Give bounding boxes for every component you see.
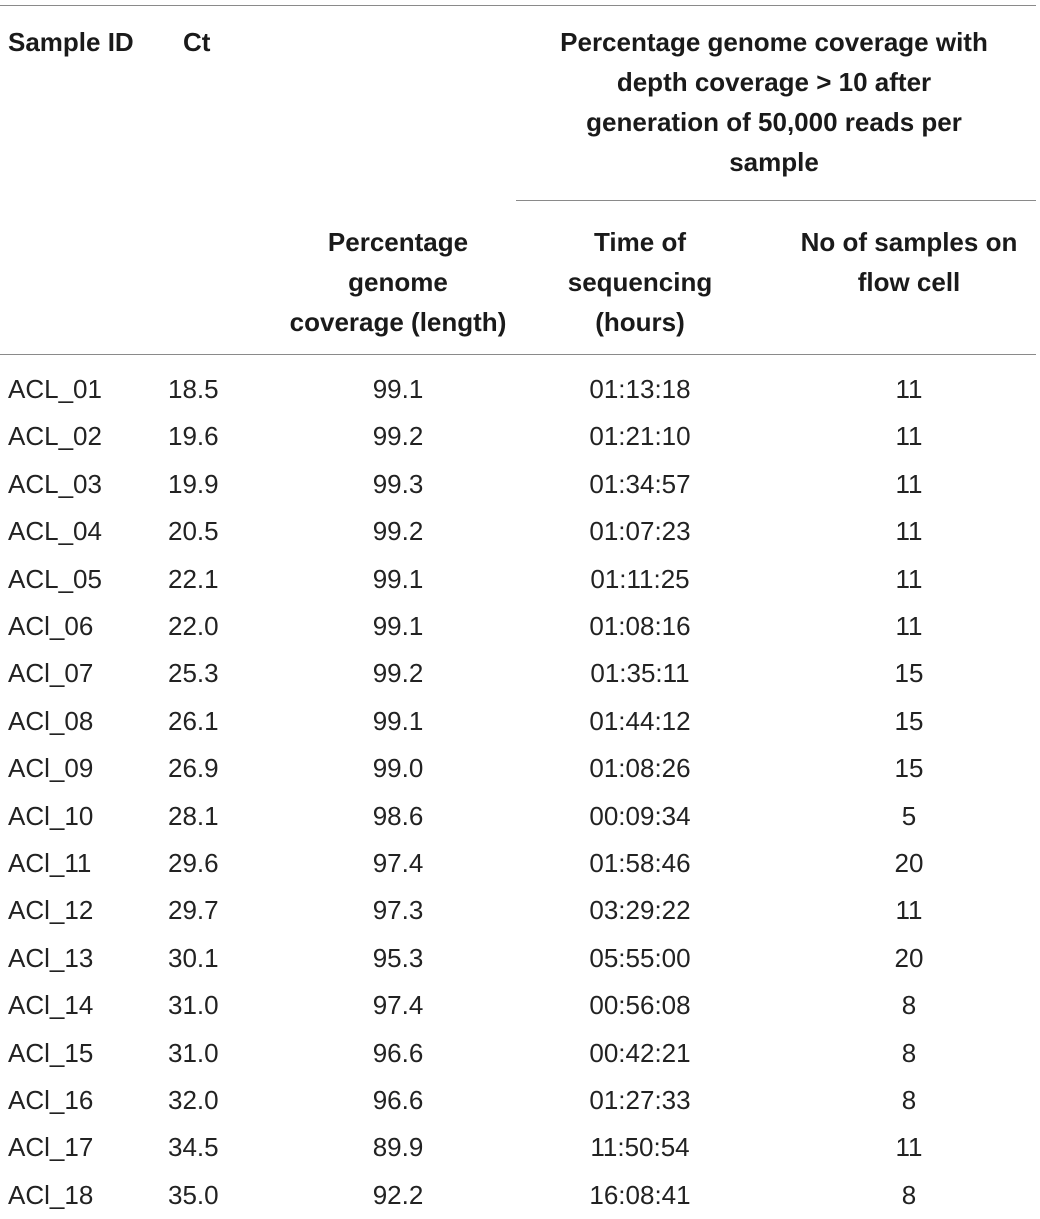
table-row [0,793,1040,840]
header-samples-line: No of samples on [800,227,1018,257]
cell-samples: 8 [901,1179,917,1210]
header-sample-id: Sample ID [8,27,134,57]
cell-ct: 19.9 [168,468,219,499]
table-row [0,508,1040,555]
cell-ct: 32.0 [168,1085,219,1115]
header-group-line: generation of 50,000 reads per [586,107,962,137]
cell-samples: 11 [895,563,923,594]
header-coverage-line: Percentage [327,227,469,257]
cell-ct: 19.6 [168,421,219,452]
cell-ct: 29.6 [168,848,219,878]
header-samples-line: flow cell [857,267,961,297]
cell-sample-id: ACL_03 [8,468,102,499]
cell-sample-id: ACl_14 [8,990,94,1021]
table-row [0,413,1040,460]
cell-samples: 11 [895,468,923,499]
cell-coverage: 99.1 [372,374,424,404]
cell-time: 01:07:23 [589,516,691,547]
cell-time: 03:29:22 [589,895,691,926]
table-row [0,982,1040,1029]
cell-sample-id: ACL_01 [8,374,102,404]
table-row [0,1030,1040,1077]
cell-time: 01:44:12 [589,705,691,736]
cell-sample-id: ACl_11 [8,848,92,878]
cell-time: 01:13:18 [589,374,691,404]
header-coverage [240,222,556,342]
cell-ct: 30.1 [168,942,219,973]
cell-ct: 25.3 [168,658,219,689]
header-rule [0,354,1036,355]
cell-ct: 26.1 [168,705,219,736]
cell-samples: 11 [895,1132,923,1163]
cell-time: 01:08:16 [589,611,691,641]
table-row [0,1124,1040,1171]
table-row [0,698,1040,745]
cell-ct: 28.1 [168,800,219,831]
cell-time: 01:21:10 [589,421,691,452]
table-row [0,366,1040,413]
cell-sample-id: ACl_08 [8,705,94,736]
top-rule [0,5,1036,6]
cell-sample-id: ACl_17 [8,1132,94,1163]
cell-time: 01:27:33 [589,1085,691,1115]
cell-ct: 31.0 [168,990,219,1021]
header-time-line: (hours) [595,307,685,337]
table-row [0,935,1040,982]
cell-time: 01:58:46 [589,848,691,878]
cell-sample-id: ACl_13 [8,942,94,973]
cell-coverage: 99.1 [372,611,424,641]
cell-time: 00:09:34 [589,800,691,831]
table-row [0,745,1040,792]
cell-ct: 35.0 [168,1179,219,1210]
cell-samples: 11 [895,611,923,641]
cell-ct: 34.5 [168,1132,219,1163]
cell-time: 01:35:11 [590,658,690,689]
cell-ct: 20.5 [168,516,219,547]
cell-coverage: 97.3 [372,895,424,926]
cell-coverage: 99.3 [372,468,424,499]
cell-coverage: 97.4 [372,848,424,878]
cell-sample-id: ACl_06 [8,611,94,641]
table-row [0,1077,1040,1124]
cell-ct: 22.0 [168,611,219,641]
cell-sample-id: ACl_10 [8,800,94,831]
cell-ct: 31.0 [168,1037,219,1068]
cell-time: 16:08:41 [589,1179,691,1210]
cell-sample-id: ACl_07 [8,658,94,689]
cell-sample-id: ACl_15 [8,1037,94,1068]
cell-coverage: 92.2 [372,1179,424,1210]
cell-time: 00:56:08 [589,990,691,1021]
cell-coverage: 96.6 [372,1085,424,1115]
cell-coverage: 99.1 [372,563,424,594]
header-group-line: Percentage genome coverage with [560,27,988,57]
cell-coverage: 97.4 [372,990,424,1021]
cell-ct: 29.7 [168,895,219,926]
cell-sample-id: ACL_04 [8,516,102,547]
cell-samples: 20 [894,942,924,973]
cell-samples: 15 [894,658,924,689]
cell-samples: 15 [894,705,924,736]
cell-samples: 8 [901,1085,917,1115]
table-row [0,1172,1040,1219]
header-coverage-line: coverage (length) [289,307,507,337]
table-row [0,603,1040,650]
header-group [514,22,1034,182]
cell-samples: 5 [901,800,917,831]
cell-time: 01:11:25 [590,563,690,594]
cell-samples: 20 [894,848,924,878]
header-group-line: sample [729,147,819,177]
cell-coverage: 98.6 [372,800,424,831]
cell-time: 05:55:00 [589,942,691,973]
cell-samples: 15 [894,753,924,784]
cell-ct: 26.9 [168,753,219,784]
cell-sample-id: ACl_12 [8,895,94,926]
cell-samples: 11 [895,516,923,547]
table-row [0,840,1040,887]
cell-samples: 8 [901,990,917,1021]
table-row [0,887,1040,934]
cell-sample-id: ACl_18 [8,1179,94,1210]
cell-coverage: 99.2 [372,421,424,452]
cell-time: 11:50:54 [590,1132,690,1163]
cell-samples: 11 [895,421,923,452]
header-group-line: depth coverage > 10 after [616,67,932,97]
table-row [0,556,1040,603]
cell-coverage: 96.6 [372,1037,424,1068]
cell-sample-id: ACL_02 [8,421,102,452]
cell-samples: 8 [901,1037,917,1068]
cell-ct: 18.5 [168,374,219,404]
header-time-line: Time of [594,227,686,257]
header-time-line: sequencing [567,267,713,297]
cell-coverage: 99.2 [372,516,424,547]
group-rule [516,200,1036,201]
table-row [0,650,1040,697]
cell-time: 01:08:26 [589,753,691,784]
header-ct: Ct [183,27,211,57]
cell-coverage: 95.3 [372,942,424,973]
cell-time: 01:34:57 [589,468,691,499]
cell-coverage: 99.0 [372,753,424,784]
cell-sample-id: ACl_09 [8,753,94,784]
table-row [0,461,1040,508]
header-coverage-line: genome [348,267,448,297]
cell-sample-id: ACL_05 [8,563,102,594]
cell-ct: 22.1 [168,563,219,594]
cell-sample-id: ACl_16 [8,1085,94,1115]
header-time [520,222,760,342]
header-samples [780,222,1038,302]
cell-coverage: 99.2 [372,658,424,689]
cell-time: 00:42:21 [589,1037,691,1068]
cell-coverage: 89.9 [372,1132,424,1163]
cell-samples: 11 [895,374,923,404]
cell-samples: 11 [895,895,923,926]
cell-coverage: 99.1 [372,705,424,736]
